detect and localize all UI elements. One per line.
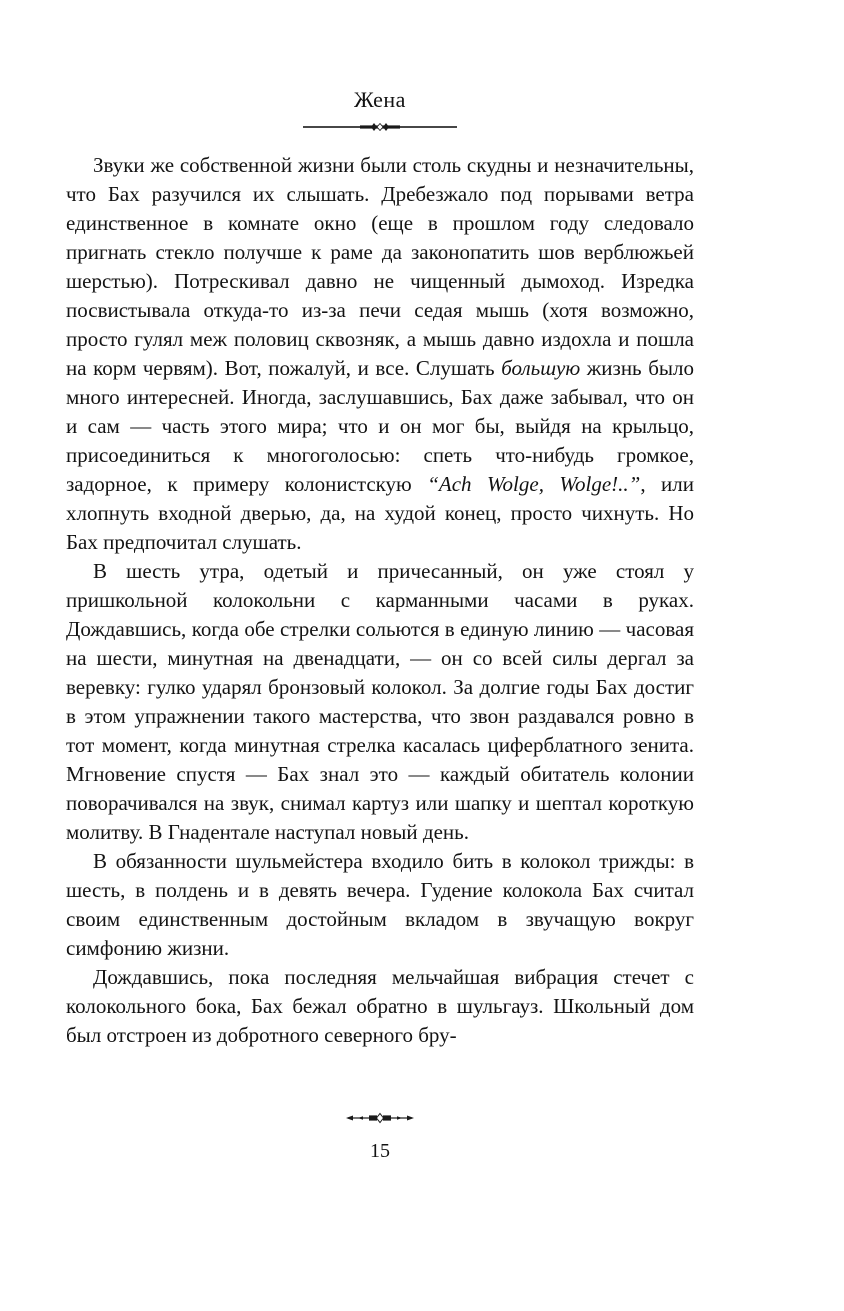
text-segment: Дождавшись, пока последняя мельчайшая вибрация стечет с колокольного бока, Бах бежал обратно в шульгауз. Школьный дом был отстроен из добротного северного бру- (66, 965, 694, 1047)
paragraph (66, 963, 694, 1050)
page-number: 15 (370, 1140, 390, 1162)
page-footer (66, 1112, 694, 1162)
text-segment: В шесть утра, одетый и причесанный, он уже стоял у пришкольной колокольни с карманными часами в руках. Дождавшись, когда обе стрелки сольются в единую линию — часовая на шести, минутная на двенадцати, — он со всей силы дергал за веревку: гулко ударял бронзовый колокол. За долгие годы Бах достиг в этом упражнении такого мастерства, что звон раздавался ровно в тот момент, когда минутная стрелка касалась циферблатного зенита. Мгновение спустя — Бах знал это — каждый обитатель колонии поворачивался на звук, снимал картуз или шапку и шептал короткую молитву. В Гнадентале наступал новый день. (66, 559, 694, 844)
paragraph (66, 557, 694, 847)
footer-ornament-icon (346, 1112, 414, 1124)
paragraph (66, 847, 694, 963)
body-text (66, 151, 694, 1050)
text-column (66, 0, 694, 1050)
italic-text-segment: “Ach Wolge, Wolge!..” (427, 472, 641, 496)
text-segment: Звуки же собственной жизни были столь скудны и незначительны, что Бах разучился их слышать. Дребезжало под порывами ветра единственное в комнате окно (еще в прошлом году следовало пригнать стекло получше к раме да законопатить шов верблюжьей шерстью). Потрескивал давно не чищенный дымоход. Изредка посвистывала откуда-то из-за печи седая мышь (хотя возможно, просто гулял меж половиц сквозняк, а мышь давно издохла и пошла на корм червям). Вот, пожалуй, и все. Слушать (66, 153, 694, 380)
paragraph (66, 151, 694, 557)
text-segment: В обязанности шульмейстера входило бить в колокол трижды: в шесть, в полдень и в девять вечера. Гудение колокола Бах считал своим единственным достойным вкладом в звучащую вокруг симфонию жизни. (66, 849, 694, 960)
italic-text-segment: большую (501, 356, 581, 380)
chapter-title: Жена (354, 87, 406, 112)
text-segment: жизнь было много интересней. Иногда, заслушавшись, Бах даже забывал, что он и сам — часть этого мира; что и он мог бы, выйдя на крыльцо, присоединиться к многоголосью: спеть что-нибудь громкое, задорное, к примеру колонистскую (66, 356, 694, 496)
chapter-divider-ornament-icon (303, 123, 457, 131)
chapter-header (66, 88, 694, 131)
text-segment: , или хлопнуть входной дверью, да, на худой конец, просто чихнуть. Но Бах предпочитал слушать. (66, 472, 694, 554)
